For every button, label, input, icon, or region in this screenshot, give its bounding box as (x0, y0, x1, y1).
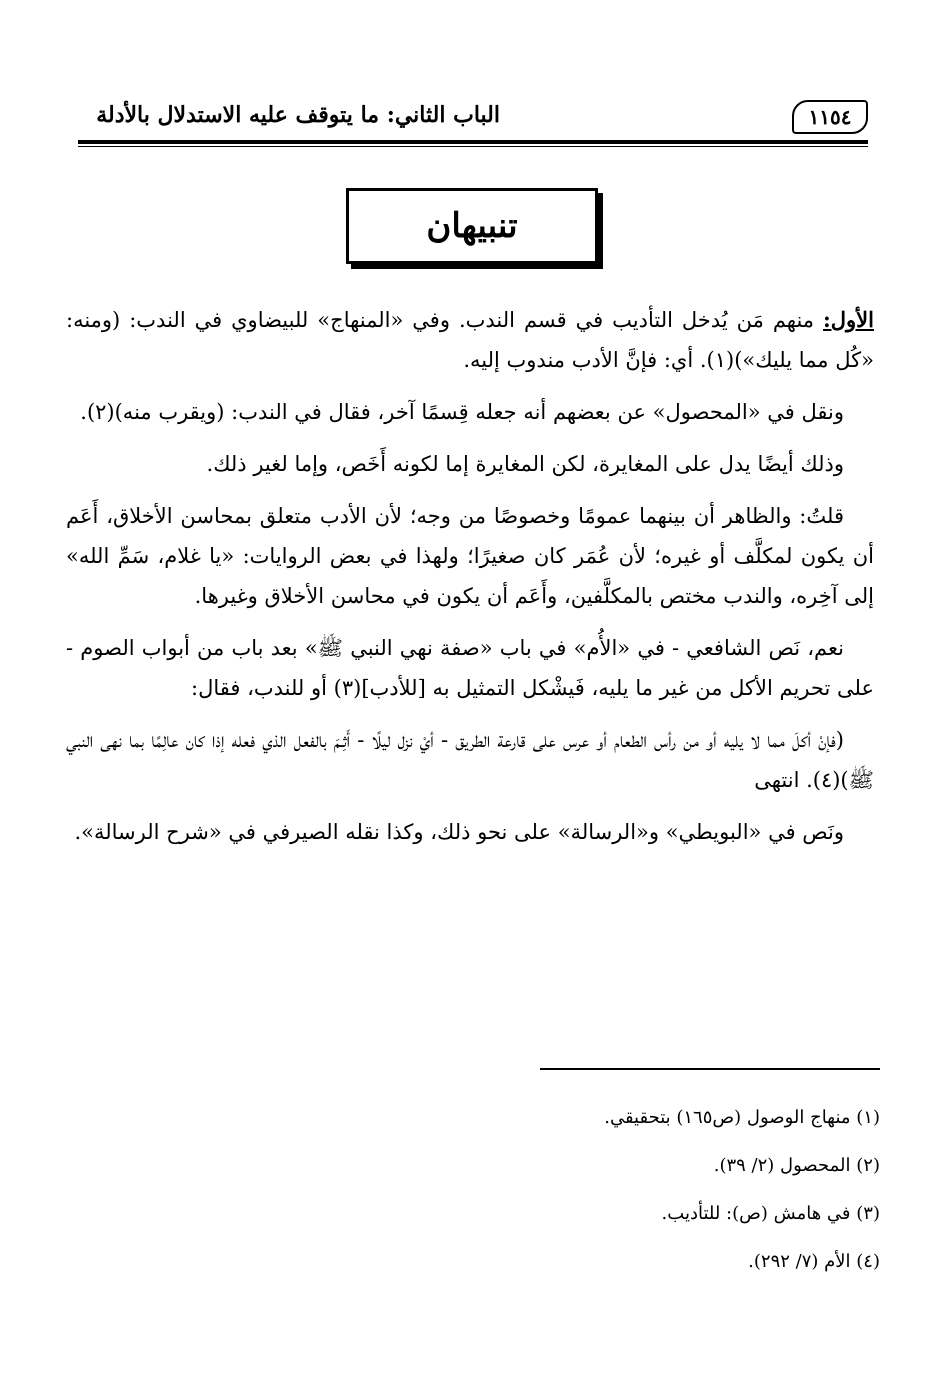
page-header (78, 100, 868, 140)
body-text (66, 300, 874, 864)
paragraph: ونقل في «المحصول» عن بعضهم أنه جعله قِسمًا آخر، فقال في الندب: (ويقرب منه)(٢). (80, 400, 844, 424)
paragraph-lead: الأول: (823, 307, 874, 332)
page-number: ١١٥٤ (792, 100, 868, 134)
footnote: (٣) في هامش (ص): للتأديب. (661, 1203, 880, 1224)
paragraph (66, 300, 874, 380)
footnote: (٢) المحصول (٢/ ٣٩). (713, 1155, 880, 1176)
header-rule-thick (78, 140, 868, 144)
running-header-title: الباب الثاني: ما يتوقف عليه الاستدلال بالأدلة (96, 102, 500, 128)
section-title-box (346, 188, 598, 264)
paragraph: ونَص في «البويطي» و«الرسالة» على نحو ذلك، وكذا نقله الصيرفي في «شرح الرسالة». (74, 820, 844, 844)
paragraph: نعم، نَص الشافعي - في «الأُم» في باب «صفة نهي النبي ﷺ» بعد باب من أبواب الصوم - على تحريم الأكل من غير ما يليه، فَيشْكل التمثيل به [للأدب](٣) أو للندب، فقال: (66, 636, 874, 700)
section-title: تنبيهان (426, 206, 518, 246)
paragraph: (فإنْ أكلَ مما لا يليه أو من رأس الطعام أو عرس على قارعة الطريق - أيْ نزل ليلًا - أَثِـمَ بالفعل الذي فعله إذا كان عالِمًا بما نهى النبي ﷺ)(٤). انتهى (66, 728, 874, 792)
header-rule-thin (78, 146, 868, 147)
paragraph-text: منهم مَن يُدخل التأديب في قسم الندب. وفي «المنهاج» للبيضاوي في الندب: (ومنه: «كُل مما يليك»)(١). أي: فإنَّ الأدب مندوب إليه. (66, 308, 874, 372)
footnote-separator (540, 1068, 880, 1070)
footnote: (٤) الأم (٧/ ٢٩٢). (748, 1251, 880, 1272)
footnotes (460, 1094, 880, 1286)
paragraph: قلتُ: والظاهر أن بينهما عمومًا وخصوصًا من وجه؛ لأن الأدب متعلق بمحاسن الأخلاق، أَعَم أن يكون لمكلَّف أو غيره؛ لأن عُمَر كان صغيرًا؛ ولهذا في بعض الروايات: «يا غلام، سَمِّ الله» إلى آخِره، والندب مختص بالمكلَّفين، وأَعَم أن يكون في محاسن الأخلاق وغيرها. (66, 504, 874, 608)
paragraph: وذلك أيضًا يدل على المغايرة، لكن المغايرة إما لكونه أَخَص، وإما لغير ذلك. (206, 452, 844, 476)
footnote: (١) منهاج الوصول (ص١٦٥) بتحقيقي. (604, 1107, 880, 1128)
